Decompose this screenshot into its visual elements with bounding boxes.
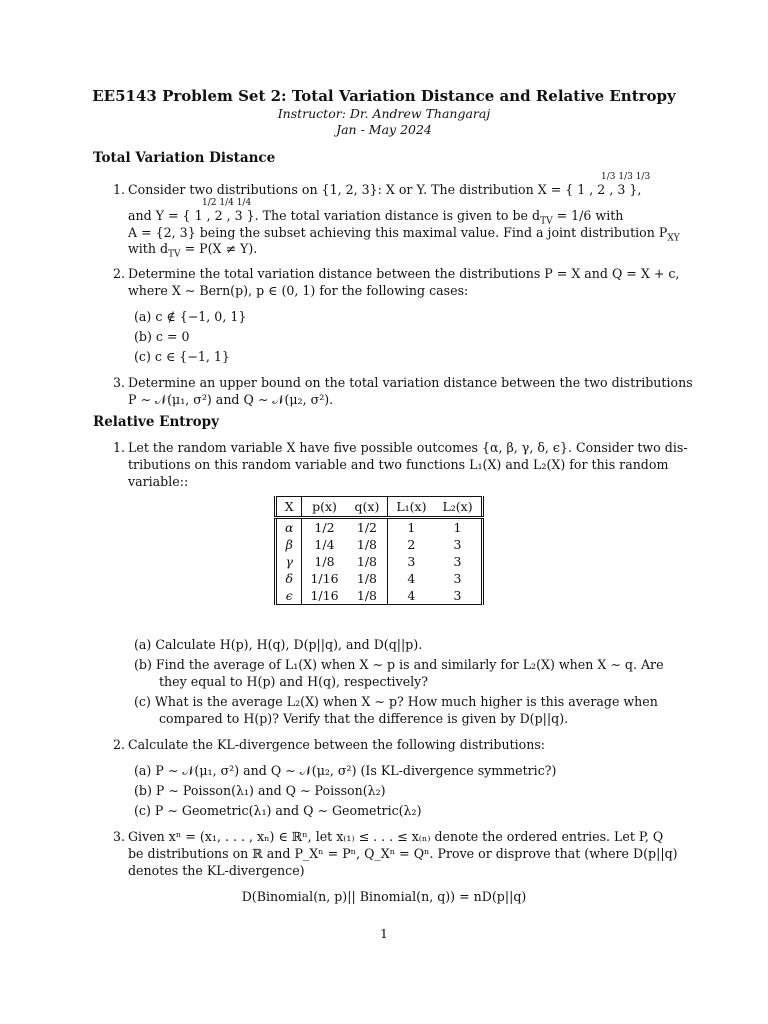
- table-cell: 3: [407, 554, 416, 569]
- tvd-q2-number: 2.: [113, 266, 126, 281]
- document-title: EE5143 Problem Set 2: Total Variation Distance and Relative Entropy: [92, 87, 676, 105]
- tvd-q1-line2: and Y = { 1 , 2 , 3 }. The total variation distance is given to be $d_{TV} = 1/6$ with: [128, 208, 624, 227]
- page-number: 1: [380, 926, 388, 941]
- table-cell: 3: [453, 537, 462, 552]
- table-cell: 4: [407, 588, 416, 603]
- table-cell: 3: [453, 554, 462, 569]
- table-header-cell: X: [276, 497, 302, 518]
- re-q3-line3: denotes the KL-divergence): [128, 863, 305, 878]
- table-cell: 1/16: [310, 588, 339, 603]
- table-cell: 2: [407, 537, 416, 552]
- tvd-q1-line1: Consider two distributions on {1, 2, 3}: X or Y. The distribution X = { 1 , 2 , 3 },: [128, 182, 642, 197]
- re-q3-line1: Given xⁿ = (x₁, . . . , xₙ) ∈ ℝⁿ, let x₍₁₎ ≤ . . . ≤ x₍ₙ₎ denote the ordered entries. Let P, Q: [128, 829, 664, 844]
- table-row: [276, 587, 483, 605]
- instructor-line: Instructor: Dr. Andrew Thangaraj: [277, 106, 491, 121]
- table-cell: 1/8: [347, 536, 388, 553]
- re-q3-line2: be distributions on ℝ and P_Xⁿ = Pⁿ, Q_Xⁿ = Qⁿ. Prove or disprove that (where D(p||q): [128, 846, 678, 861]
- re-q1-number: 1.: [113, 440, 126, 455]
- re-q1-line1: Let the random variable X have five possible outcomes {α, β, γ, δ, ϵ}. Consider two dis-: [128, 440, 688, 455]
- section-heading-tvd: Total Variation Distance: [93, 150, 276, 166]
- table-cell: β: [276, 536, 302, 553]
- table-row: [276, 570, 483, 587]
- table-row: [276, 536, 483, 553]
- table-header-row: [276, 497, 483, 518]
- table-cell: 4: [407, 571, 416, 586]
- re-q2-a: (a) P ∼ 𝒩(μ₁, σ²) and Q ∼ 𝒩(μ₂, σ²) (Is KL-divergence symmetric?): [134, 763, 557, 778]
- re-q1-b-line2: they equal to H(p) and H(q), respectively?: [159, 674, 429, 689]
- re-q3-equation: D(Binomial(n, p)|| Binomial(n, q)) = nD(p||q): [241, 889, 527, 904]
- re-q1-c-line1: (c) What is the average L₂(X) when X ∼ p? How much higher is this average when: [134, 694, 658, 709]
- re-q1-c-line2: compared to H(p)? Verify that the difference is given by D(p||q).: [159, 711, 569, 726]
- term-line: Jan - May 2024: [336, 122, 432, 137]
- tvd-q2-b: (b) c = 0: [134, 329, 190, 344]
- tvd-q1-number: 1.: [113, 182, 126, 197]
- table-cell: 1/8: [347, 553, 388, 570]
- table-cell: 1/16: [310, 571, 339, 586]
- tvd-q2-a: (a) c ∉ {−1, 0, 1}: [134, 309, 247, 324]
- tvd-q2-c: (c) c ∈ {−1, 1}: [134, 349, 230, 364]
- re-q1-line2: tributions on this random variable and two functions L₁(X) and L₂(X) for this random: [128, 457, 669, 472]
- re-q1-b-line1: (b) Find the average of L₁(X) when X ∼ p is and similarly for L₂(X) when X ∼ q. Are: [134, 657, 664, 672]
- table-cell: 1/8: [347, 570, 388, 587]
- table-row: [276, 553, 483, 570]
- table-cell: ϵ: [276, 587, 302, 605]
- table-cell: γ: [276, 553, 302, 570]
- table-cell: 3: [453, 571, 462, 586]
- table-header-cell: p(x): [312, 499, 337, 514]
- table-header-cell: L₁(x): [396, 499, 427, 514]
- section-heading-relative-entropy: Relative Entropy: [93, 414, 219, 430]
- tvd-q3-line2: P ∼ 𝒩(μ₁, σ²) and Q ∼ 𝒩(μ₂, σ²).: [128, 392, 334, 407]
- tvd-q1-line4: with $d_{TV} = P(X \ne Y)$.: [128, 241, 258, 260]
- re-q2-b: (b) P ∼ Poisson(λ₁) and Q ∼ Poisson(λ₂): [134, 783, 386, 798]
- re-q2-line1: Calculate the KL-divergence between the following distributions:: [128, 737, 546, 752]
- table-header-cell: q(x): [347, 497, 388, 518]
- table-cell: 1/8: [314, 554, 335, 569]
- re-q3-number: 3.: [113, 829, 126, 844]
- re-q2-number: 2.: [113, 737, 126, 752]
- table-cell: 1/4: [314, 537, 335, 552]
- tvd-q2-line1: Determine the total variation distance between the distributions P = X and Q = X + c,: [128, 266, 680, 281]
- tvd-q1-sup-x: 1/3 1/3 1/3: [601, 172, 651, 182]
- table-cell: 3: [453, 588, 462, 603]
- table-cell: 1: [407, 520, 416, 535]
- table-cell: 1/8: [347, 587, 388, 605]
- re-q2-c: (c) P ∼ Geometric(λ₁) and Q ∼ Geometric(λ₂): [134, 803, 422, 818]
- table-header-cell: L₂(x): [442, 499, 473, 514]
- re-q1-a: (a) Calculate H(p), H(q), D(p||q), and D(q||p).: [134, 637, 423, 652]
- table-cell: δ: [276, 570, 302, 587]
- table-cell: 1/2: [314, 520, 335, 535]
- data-table: [274, 496, 484, 605]
- table-cell: 1: [453, 520, 462, 535]
- tvd-q3-line1: Determine an upper bound on the total variation distance between the two distributions: [128, 375, 693, 390]
- tvd-q1-line3: A = {2, 3} being the subset achieving this maximal value. Find a joint distribution $P_{XY}$: [128, 225, 680, 244]
- re-q1-line3: variable::: [128, 474, 189, 489]
- tvd-q1-sup-y: 1/2 1/4 1/4: [202, 198, 252, 208]
- table-cell: α: [276, 518, 302, 537]
- tvd-q2-line2: where X ∼ Bern(p), p ∈ (0, 1) for the following cases:: [128, 283, 469, 298]
- table-cell: 1/2: [347, 518, 388, 537]
- tvd-q3-number: 3.: [113, 375, 126, 390]
- table-row: [276, 518, 483, 537]
